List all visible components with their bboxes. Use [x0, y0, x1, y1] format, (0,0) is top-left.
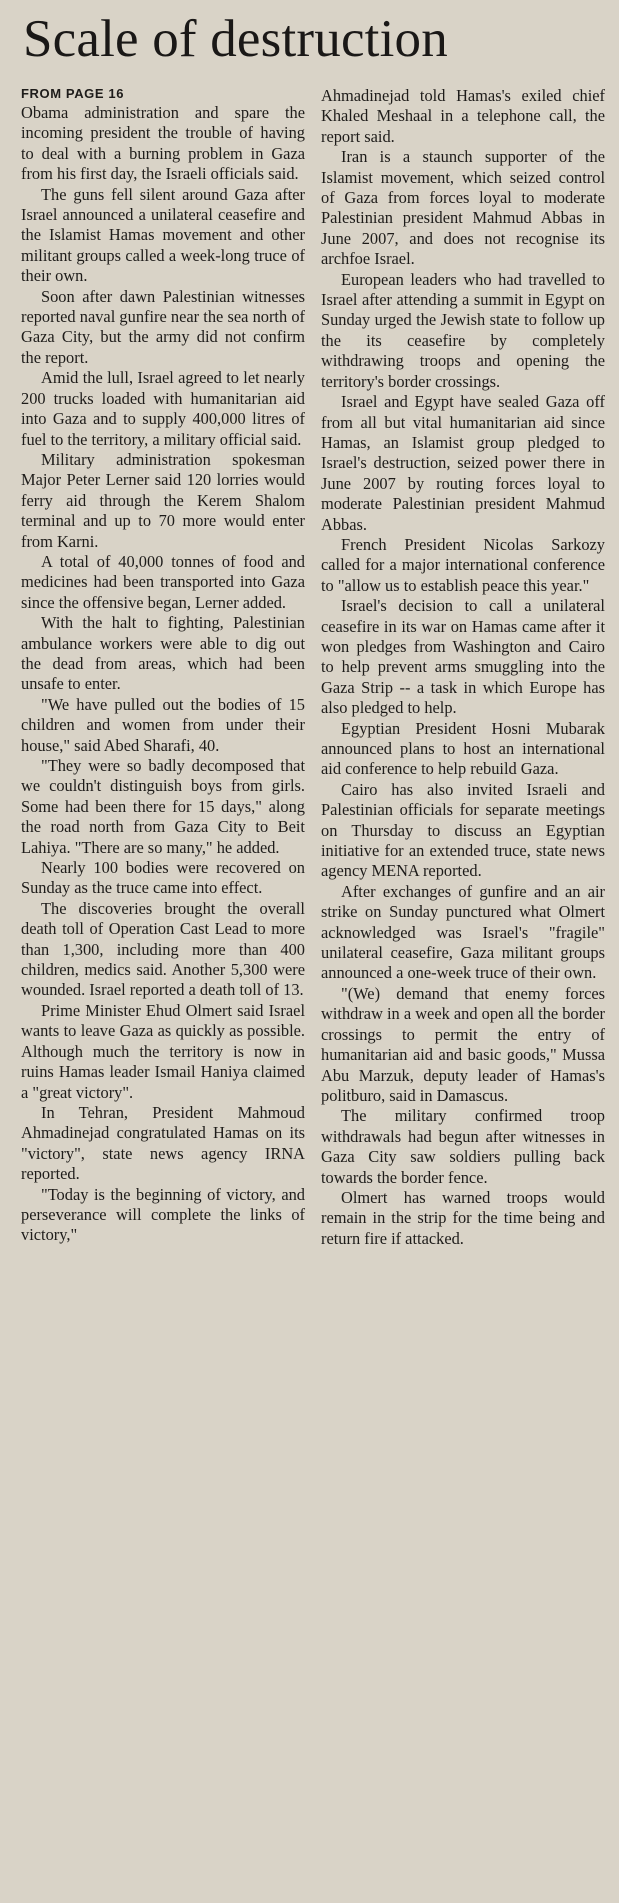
paragraph: Iran is a staunch supporter of the Islamist movement, which seized control of Gaza from forces loyal to moderate Palestinian president Mahmud Abbas in June 2007, and does not recognise its archfoe Israel. — [321, 147, 605, 269]
paragraph: Military administration spokesman Major Peter Lerner said 120 lorries would ferry aid through the Kerem Shalom terminal and up to 70 more would enter from Karni. — [21, 449, 305, 551]
paragraph: In Tehran, President Mahmoud Ahmadinejad congratulated Hamas on its "victory", state news agency IRNA reported. — [21, 1102, 305, 1184]
paragraph: "(We) demand that enemy forces withdraw in a week and open all the border crossings to permit the entry of humanitarian aid and basic goods," Mussa Abu Marzuk, deputy leader of Hamas's politburo, said in Damascus. — [321, 983, 606, 1105]
paragraph: Egyptian President Hosni Mubarak announced plans to host an international aid conference to help rebuild Gaza. — [321, 718, 605, 779]
headline: Scale of destruction — [23, 10, 448, 68]
from-page-label: FROM PAGE 16 — [21, 86, 125, 101]
paragraph: "We have pulled out the bodies of 15 children and women from under their house," said Abed Sharafi, 40. — [21, 694, 305, 755]
paragraph: A total of 40,000 tonnes of food and medicines had been transported into Gaza since the offensive began, Lerner added. — [21, 551, 305, 612]
paragraph: "Today is the beginning of victory, and perseverance will complete the links of victory," — [21, 1184, 305, 1245]
article-body — [21, 86, 605, 1249]
paragraph: Obama administration and spare the incoming president the trouble of having to deal with a burning problem in Gaza from his first day, the Israeli officials said. — [21, 103, 305, 184]
paragraph: Amid the lull, Israel agreed to let nearly 200 trucks loaded with humanitarian aid into Gaza and to supply 400,000 litres of fuel to the territory, a military official said. — [21, 368, 305, 449]
paragraph: Nearly 100 bodies were recovered on Sunday as the truce came into effect. — [21, 858, 305, 898]
paragraph: With the halt to fighting, Palestinian ambulance workers were able to dig out the dead from areas, which had been unsafe to enter. — [21, 613, 305, 694]
paragraph: "They were so badly decomposed that we couldn't distinguish boys from girls. Some had been there for 15 days," along the road north from Gaza City to Beit Lahiya. "There are so many," he added. — [21, 756, 305, 857]
paragraph: Prime Minister Ehud Olmert said Israel wants to leave Gaza as quickly as possible. Although much the territory is now in ruins Hamas leader Ismail Haniya claimed a "great victory". — [21, 1000, 305, 1102]
paragraph: Olmert has warned troops would remain in the strip for the time being and return fire if attacked. — [321, 1187, 605, 1248]
paragraph: The discoveries brought the overall death toll of Operation Cast Lead to more than 1,300, including more than 400 children, medics said. Another 5,300 were wounded. Israel reported a death toll of 13. — [21, 898, 305, 1000]
paragraph: The guns fell silent around Gaza after Israel announced a unilateral ceasefire and the Islamist Hamas movement and other militant groups called a week-long truce of their own. — [21, 184, 305, 286]
paragraph: Cairo has also invited Israeli and Palestinian officials for separate meetings on Thursday to discuss an Egyptian initiative for an extended truce, state news agency MENA reported. — [321, 779, 605, 881]
paragraph: Soon after dawn Palestinian witnesses reported naval gunfire near the sea north of Gaza City, but the army did not confirm the report. — [21, 286, 305, 367]
paragraph: The military confirmed troop withdrawals had begun after witnesses in Gaza City saw soldiers pulling back towards the border fence. — [321, 1106, 605, 1187]
paragraph: After exchanges of gunfire and an air strike on Sunday punctured what Olmert acknowledged was Israel's "fragile" unilateral ceasefire, Gaza militant groups announced a one-week truce of their own. — [321, 881, 605, 983]
paragraph: French President Nicolas Sarkozy called for a major international conference to "allow us to establish peace this year." — [321, 534, 605, 595]
paragraph: European leaders who had travelled to Israel after attending a summit in Egypt on Sunday urged the Jewish state to follow up the its ceasefire by completely withdrawing troops and opening the territory's border crossings. — [321, 269, 605, 391]
column-right — [321, 86, 605, 1249]
paragraph: Israel and Egypt have sealed Gaza off from all but vital humanitarian aid since Hamas, an Islamist group pledged to Israel's destruction, seized power there in June 2007 by routing forces loyal to moderate Palestinian president Mahmud Abbas. — [321, 392, 605, 534]
paragraph: Israel's decision to call a unilateral ceasefire in its war on Hamas came after it won pledges from Washington and Cairo to help prevent arms smuggling into the Gaza Strip -- a task in which Europe has also pledged to help. — [321, 596, 605, 718]
column-left — [21, 86, 305, 1249]
paragraph: Ahmadinejad told Hamas's exiled chief Khaled Meshaal in a telephone call, the report said. — [321, 86, 605, 146]
